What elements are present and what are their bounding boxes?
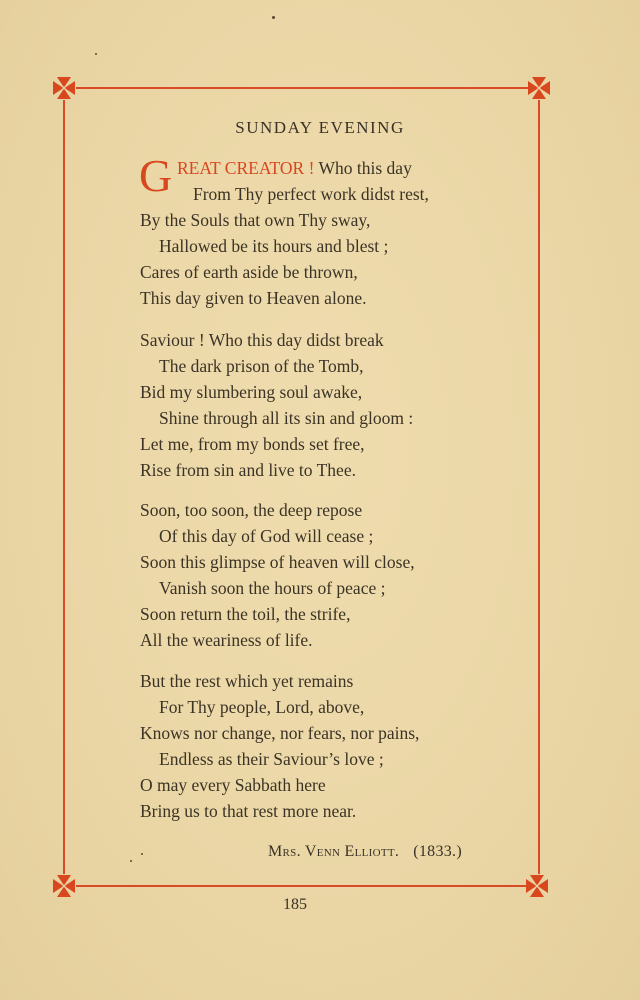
poem-line: For Thy people, Lord, above, bbox=[159, 697, 365, 717]
stanza-2 bbox=[140, 327, 413, 483]
poem-line: Bring us to that rest more near. bbox=[140, 801, 357, 821]
poem-line: Knows nor change, nor fears, nor pains, bbox=[140, 723, 420, 743]
poem-line: Soon, too soon, the deep repose bbox=[140, 500, 363, 520]
poem-line: Soon return the toil, the strife, bbox=[140, 604, 351, 624]
poem-line: From Thy perfect work didst rest, bbox=[193, 184, 429, 204]
opening-line-rest: Who this day bbox=[314, 158, 412, 178]
page-number: 185 bbox=[283, 896, 307, 913]
poem-line: The dark prison of the Tomb, bbox=[159, 356, 364, 376]
poem-line: Rise from sin and live to Thee. bbox=[140, 460, 356, 480]
poem-line: But the rest which yet remains bbox=[140, 671, 354, 691]
poem-line: Cares of earth aside be thrown, bbox=[140, 262, 358, 282]
poem-line: Let me, from my bonds set free, bbox=[140, 434, 365, 454]
cross-pattee-icon bbox=[52, 874, 76, 898]
frame-left-rule bbox=[63, 100, 65, 874]
paper-speck bbox=[272, 16, 275, 19]
opening-words: REAT CREATOR ! bbox=[177, 158, 315, 178]
poem-line: This day given to Heaven alone. bbox=[140, 288, 367, 308]
cross-pattee-icon bbox=[527, 76, 551, 100]
poem-title: SUNDAY EVENING bbox=[235, 118, 405, 137]
paper-speck bbox=[95, 53, 97, 55]
author-attribution bbox=[268, 843, 462, 861]
poem-line bbox=[140, 155, 429, 181]
poem-line: Saviour ! Who this day didst break bbox=[140, 330, 384, 350]
poem-line: Shine through all its sin and gloom : bbox=[159, 408, 414, 428]
stanza-4 bbox=[140, 668, 419, 824]
author-name: Mrs. Venn Elliott. bbox=[268, 843, 400, 860]
poem-line: O may every Sabbath here bbox=[140, 775, 326, 795]
stanza-3 bbox=[140, 497, 415, 653]
frame-bottom-rule bbox=[76, 885, 526, 887]
poem-line: Vanish soon the hours of peace ; bbox=[159, 578, 386, 598]
cross-pattee-icon bbox=[52, 76, 76, 100]
cross-pattee-icon bbox=[525, 874, 549, 898]
poem-line: Hallowed be its hours and blest ; bbox=[159, 236, 389, 256]
poem-line: Soon this glimpse of heaven will close, bbox=[140, 552, 415, 572]
frame-top-rule bbox=[76, 87, 528, 89]
poem-line: Endless as their Saviour’s love ; bbox=[159, 749, 384, 769]
poem-line: By the Souls that own Thy sway, bbox=[140, 210, 371, 230]
frame-right-rule bbox=[538, 100, 540, 874]
paper-speck bbox=[130, 860, 132, 862]
poem-line: Of this day of God will cease ; bbox=[159, 526, 374, 546]
paper-speck bbox=[141, 853, 143, 855]
drop-cap: G bbox=[139, 150, 173, 201]
poem-line: All the weariness of life. bbox=[140, 630, 313, 650]
stanza-1 bbox=[139, 150, 429, 311]
poem-line: Bid my slumbering soul awake, bbox=[140, 382, 363, 402]
publication-year: (1833.) bbox=[413, 843, 462, 860]
